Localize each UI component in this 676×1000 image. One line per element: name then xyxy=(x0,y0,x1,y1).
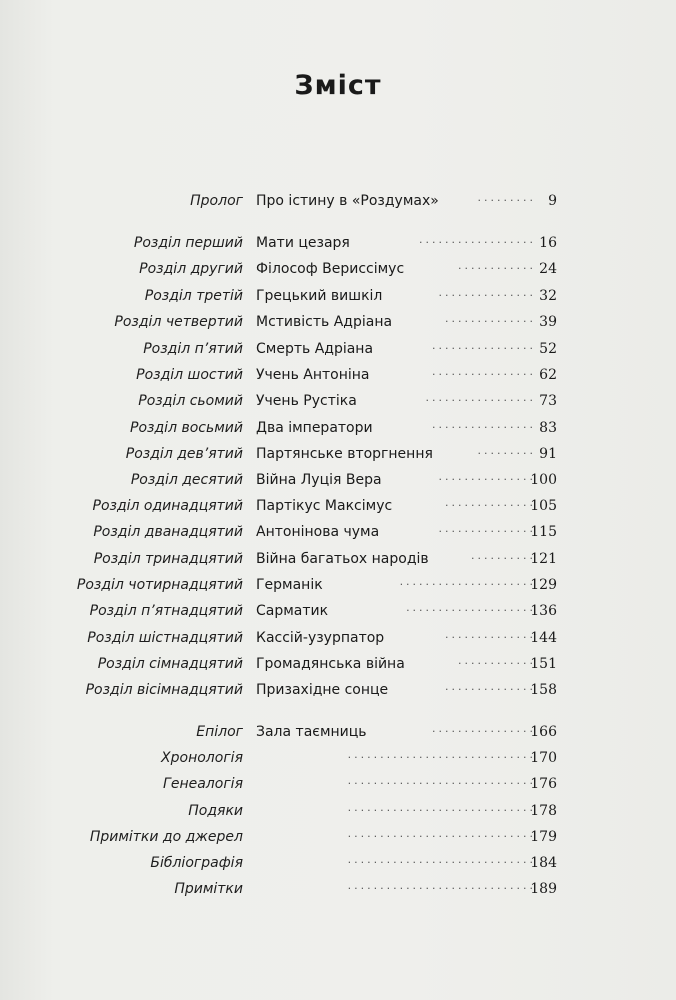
leader-dots: ················· xyxy=(425,394,536,407)
toc-entry-page: 178 xyxy=(530,803,557,819)
toc-entry xyxy=(0,573,676,597)
toc-entry xyxy=(0,520,676,544)
page-title: Зміст xyxy=(294,70,382,101)
toc-entry-page: 166 xyxy=(530,724,557,740)
toc-entry-page: 39 xyxy=(539,314,557,330)
toc-entry-title: Війна Луція Вера xyxy=(256,472,382,488)
toc-entry-page: 179 xyxy=(530,829,557,845)
toc-entry-label: Подяки xyxy=(188,803,243,819)
leader-dots: ····························· xyxy=(347,830,536,843)
toc-entry-label: Розділ тринадцятий xyxy=(93,551,243,567)
toc-entry xyxy=(0,877,676,901)
leader-dots: ·············· xyxy=(445,631,536,644)
leader-dots: ··············· xyxy=(438,525,536,538)
toc-entry-title: Учень Рустіка xyxy=(256,393,357,409)
toc-entry-page: 100 xyxy=(530,472,557,488)
toc-entry-label: Епілог xyxy=(196,724,243,740)
leader-dots: ········· xyxy=(477,194,536,207)
toc-entry-page: 91 xyxy=(539,446,557,462)
toc-entry-label: Розділ сімнадцятий xyxy=(97,656,243,672)
toc-entry xyxy=(0,363,676,387)
leader-dots: ················ xyxy=(432,342,536,355)
toc-entry xyxy=(0,626,676,650)
toc-entry-page: 121 xyxy=(530,551,557,567)
toc-entry-label: Розділ вісімнадцятий xyxy=(85,682,243,698)
toc-entry xyxy=(0,599,676,623)
leader-dots: ············ xyxy=(458,262,536,275)
toc-entry-title: Про істину в «Роздумах» xyxy=(256,193,439,209)
leader-dots: ····························· xyxy=(347,777,536,790)
toc-entry xyxy=(0,189,676,213)
toc-entry-title: Громадянська війна xyxy=(256,656,405,672)
toc-entry-page: 73 xyxy=(539,393,557,409)
toc-entry-page: 16 xyxy=(539,235,557,251)
toc-entry-page: 151 xyxy=(530,656,557,672)
toc-entry-title: Мстивість Адріана xyxy=(256,314,393,330)
toc-entry-label: Розділ дванадцятий xyxy=(93,524,243,540)
toc-entry-page: 24 xyxy=(539,261,557,277)
toc-entry-label: Розділ п’ятнадцятий xyxy=(89,603,243,619)
toc-entry-label: Розділ шостий xyxy=(136,367,243,383)
toc-entry-title: Зала таємниць xyxy=(256,724,367,740)
leader-dots: ················ xyxy=(432,421,536,434)
toc-entry xyxy=(0,416,676,440)
leader-dots: ················ xyxy=(432,725,536,738)
toc-entry xyxy=(0,825,676,849)
toc-entry xyxy=(0,231,676,255)
toc-entry-page: 170 xyxy=(530,750,557,766)
toc-entry-title: Кассій-узурпатор xyxy=(256,630,385,646)
toc-entry-label: Розділ третій xyxy=(144,288,243,304)
leader-dots: ··············· xyxy=(438,289,536,302)
toc-entry-label: Бібліографія xyxy=(150,855,243,871)
toc-entry-label: Розділ одинадцятий xyxy=(92,498,243,514)
toc-entry xyxy=(0,284,676,308)
toc-entry-title: Мати цезаря xyxy=(256,235,350,251)
toc-entry-page: 129 xyxy=(530,577,557,593)
toc-entry-page: 136 xyxy=(530,603,557,619)
toc-entry-label: Примітки xyxy=(174,881,243,897)
toc-entry-page: 62 xyxy=(539,367,557,383)
toc-entry-title: Війна багатьох народів xyxy=(256,551,429,567)
leader-dots: ····························· xyxy=(347,882,536,895)
toc-entry-title: Учень Антоніна xyxy=(256,367,370,383)
toc-entry-page: 144 xyxy=(530,630,557,646)
toc-entry-page: 158 xyxy=(530,682,557,698)
toc-entry xyxy=(0,851,676,875)
toc-entry-label: Розділ сьомий xyxy=(138,393,243,409)
toc-entry-label: Розділ дев’ятий xyxy=(125,446,243,462)
toc-entry-page: 115 xyxy=(530,524,557,540)
leader-dots: ···················· xyxy=(406,604,536,617)
leader-dots: ····························· xyxy=(347,856,536,869)
toc-entry-label: Розділ другий xyxy=(139,261,243,277)
toc-entry-title: Антонінова чума xyxy=(256,524,380,540)
toc-entry-title: Грецький вишкіл xyxy=(256,288,383,304)
toc-entry-title: Призахідне сонце xyxy=(256,682,389,698)
toc-entry-page: 32 xyxy=(539,288,557,304)
toc-entry-title: Філософ Вериссімус xyxy=(256,261,405,277)
leader-dots: ·················· xyxy=(419,236,536,249)
leader-dots: ········· xyxy=(477,447,536,460)
toc-entry-page: 189 xyxy=(530,881,557,897)
toc-entry-page: 52 xyxy=(539,341,557,357)
toc-entry-page: 105 xyxy=(530,498,557,514)
toc-entry-title: Партікус Максімус xyxy=(256,498,393,514)
toc-entry xyxy=(0,720,676,744)
toc-entry-title: Партянське вторгнення xyxy=(256,446,433,462)
toc-entry xyxy=(0,310,676,334)
toc-entry-label: Розділ восьмий xyxy=(130,420,243,436)
leader-dots: ·········· xyxy=(471,552,536,565)
toc-entry xyxy=(0,652,676,676)
toc-entry-page: 9 xyxy=(548,193,557,209)
toc-entry xyxy=(0,468,676,492)
toc-entry-page: 176 xyxy=(530,776,557,792)
toc-entry xyxy=(0,678,676,702)
toc-entry-label: Хронологія xyxy=(161,750,243,766)
toc-entry-label: Розділ п’ятий xyxy=(143,341,243,357)
toc-entry-label: Розділ чотирнадцятий xyxy=(76,577,243,593)
leader-dots: ················ xyxy=(432,368,536,381)
toc-entry xyxy=(0,547,676,571)
toc-entry-label: Розділ десятий xyxy=(130,472,243,488)
leader-dots: ············ xyxy=(458,657,536,670)
toc-entry-title: Германік xyxy=(256,577,323,593)
leader-dots: ····························· xyxy=(347,751,536,764)
leader-dots: ·············· xyxy=(445,315,536,328)
leader-dots: ·············· xyxy=(445,499,536,512)
leader-dots: ··············· xyxy=(438,473,536,486)
toc-entry xyxy=(0,442,676,466)
toc-entry xyxy=(0,257,676,281)
toc-entry-page: 184 xyxy=(530,855,557,871)
toc-entry-label: Генеалогія xyxy=(163,776,243,792)
leader-dots: ·············· xyxy=(445,683,536,696)
toc-entry xyxy=(0,389,676,413)
toc-entry-label: Розділ перший xyxy=(133,235,243,251)
leader-dots: ····················· xyxy=(399,578,536,591)
toc-entry-label: Розділ четвертий xyxy=(114,314,243,330)
toc-entry-title: Два імператори xyxy=(256,420,373,436)
toc-entry xyxy=(0,337,676,361)
leader-dots: ····························· xyxy=(347,804,536,817)
toc-entry-page: 83 xyxy=(539,420,557,436)
toc-entry xyxy=(0,772,676,796)
toc-entry-title: Смерть Адріана xyxy=(256,341,374,357)
toc-entry xyxy=(0,746,676,770)
toc-entry-label: Примітки до джерел xyxy=(89,829,243,845)
toc-entry xyxy=(0,494,676,518)
toc-entry xyxy=(0,799,676,823)
toc-entry-title: Сарматик xyxy=(256,603,329,619)
toc-entry-label: Розділ шістнадцятий xyxy=(87,630,243,646)
toc-entry-label: Пролог xyxy=(190,193,243,209)
